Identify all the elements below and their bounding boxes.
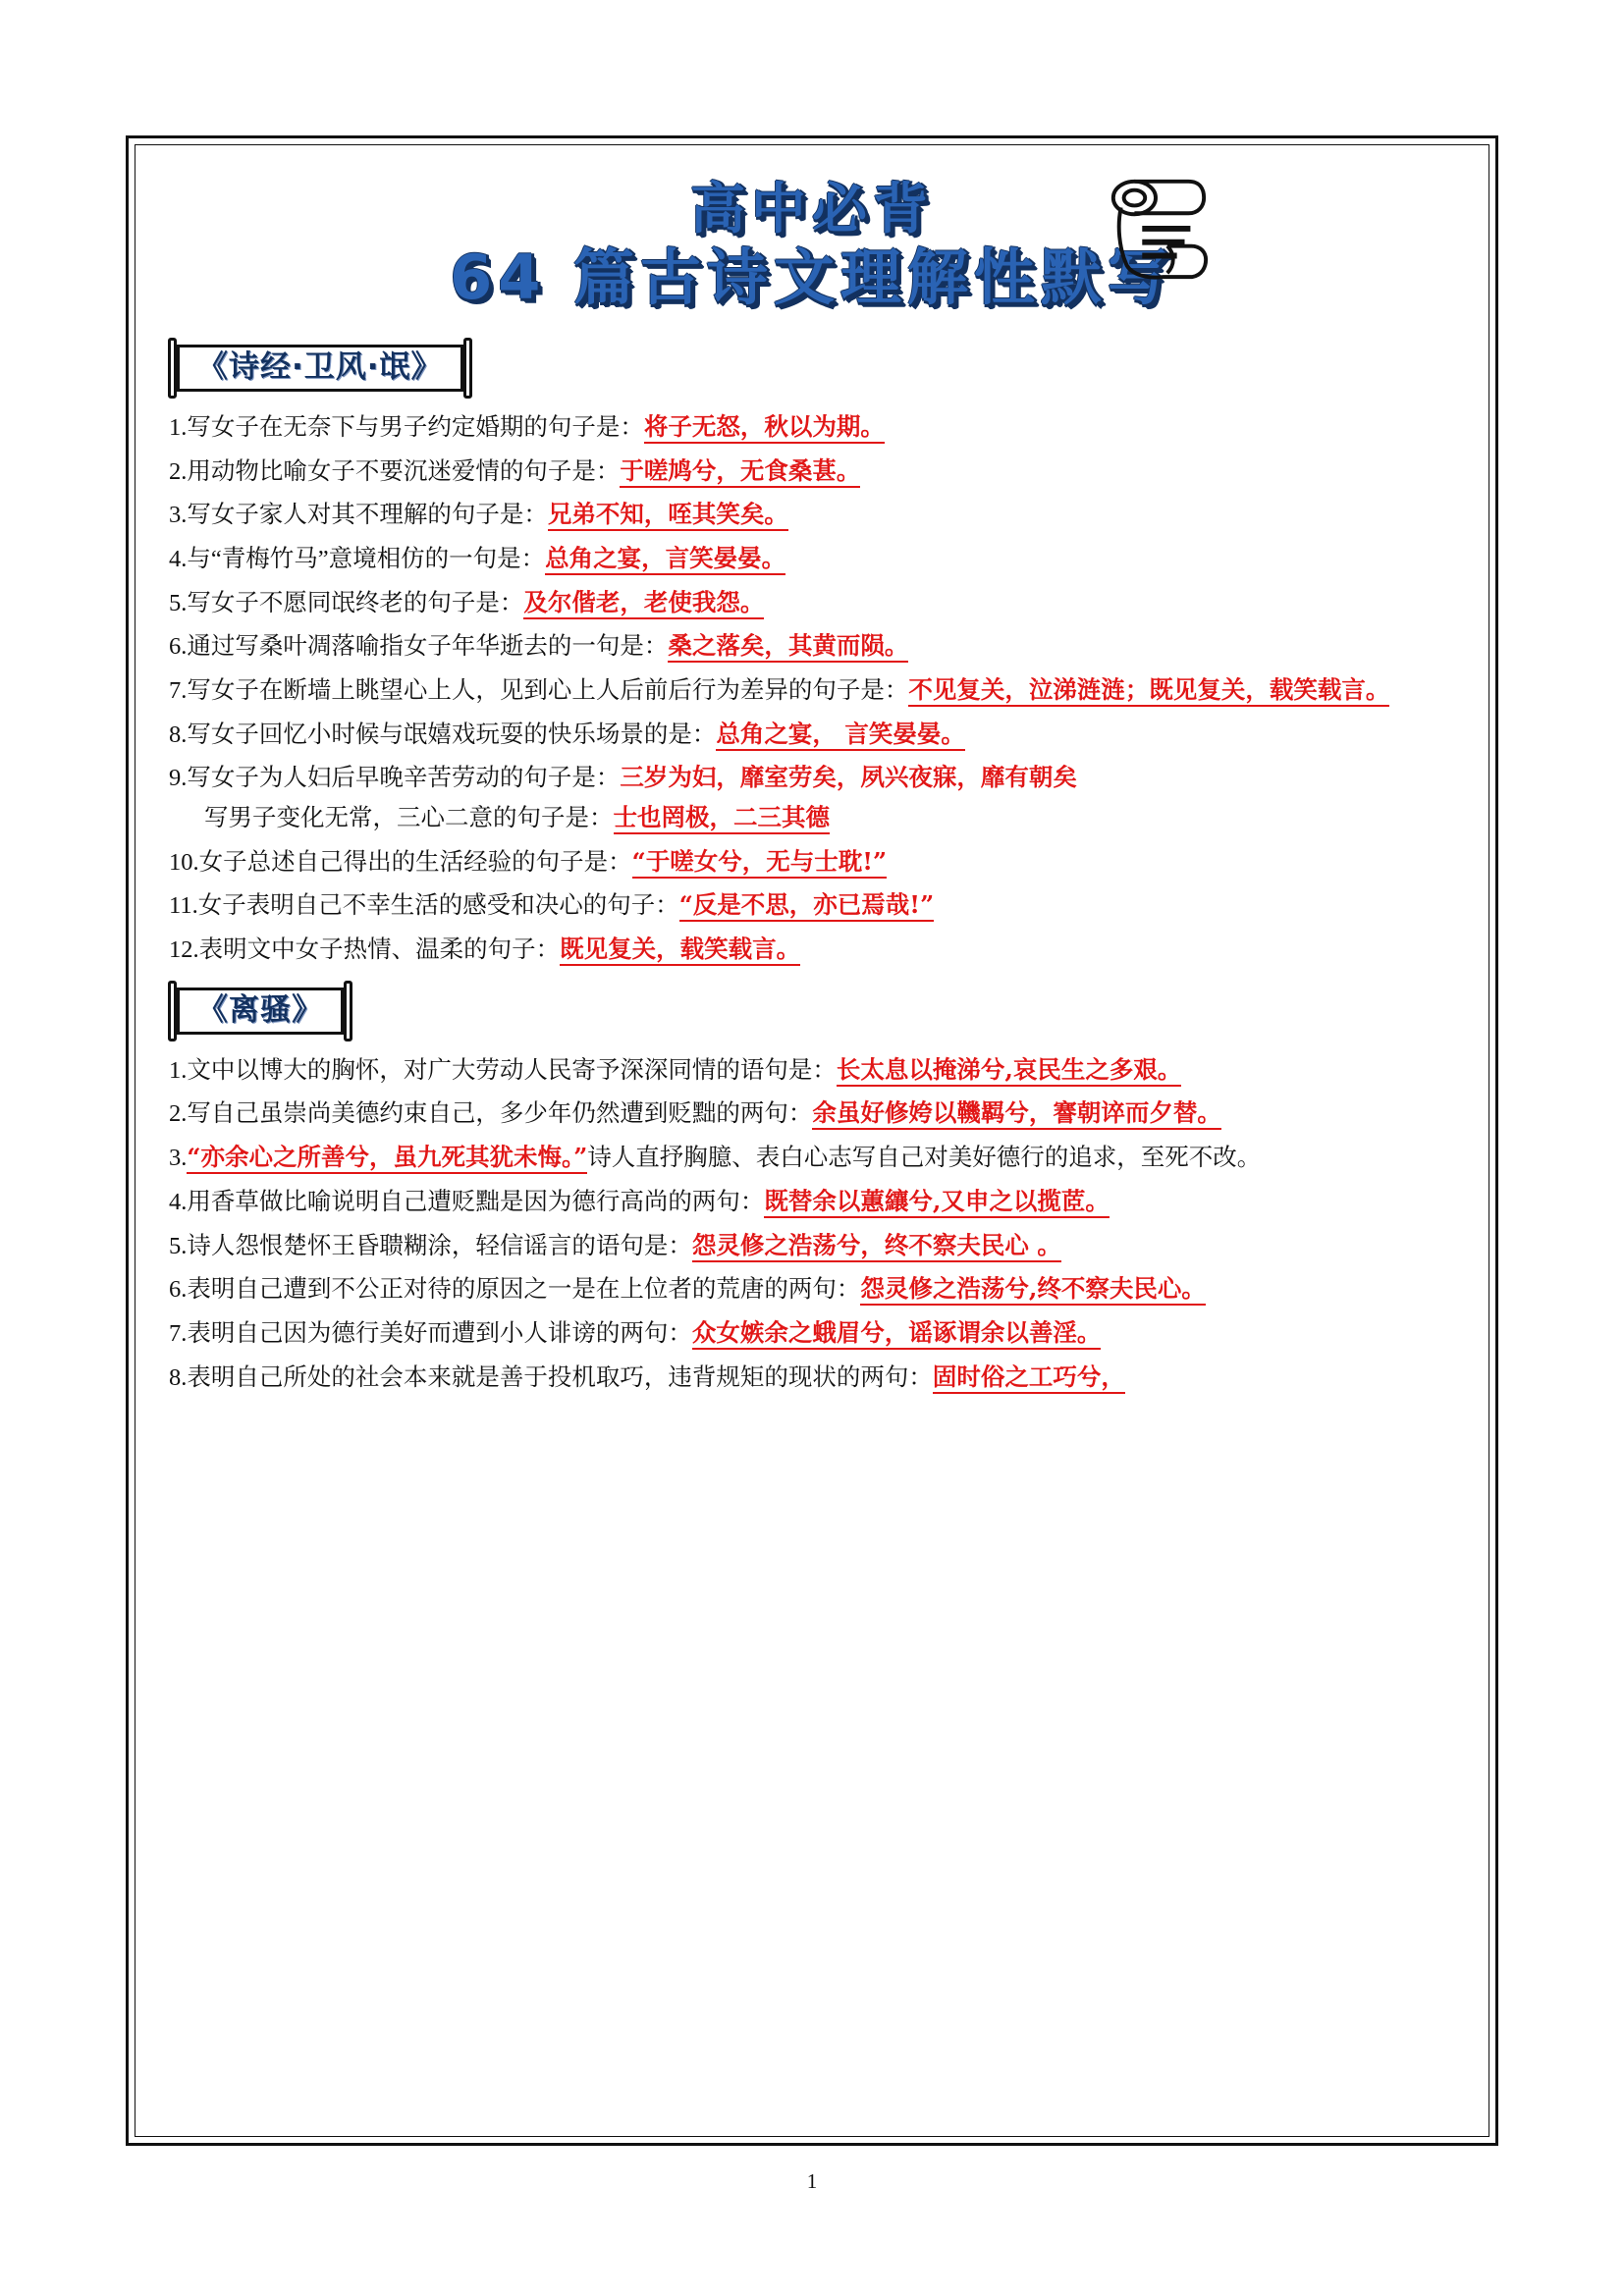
scroll-icon bbox=[1100, 173, 1216, 283]
item-answer: 怨灵修之浩荡兮，终不察夫民心 。 bbox=[692, 1231, 1061, 1262]
item-sub-prompt: 写男子变化无常，三心二意的句子是： bbox=[204, 805, 614, 832]
item-answer: 桑之落矣，其黄而陨。 bbox=[668, 631, 908, 663]
item-answer: 三岁为妇，靡室劳矣，夙兴夜寐，靡有朝矣 bbox=[620, 763, 1077, 792]
list-item bbox=[169, 885, 1455, 926]
list-item bbox=[169, 495, 1455, 535]
item-answer: “于嗟女兮，无与士耽!” bbox=[632, 847, 887, 879]
list-item bbox=[169, 1050, 1455, 1091]
item-answer: 总角之宴， 言笑晏晏。 bbox=[716, 720, 965, 751]
item-prompt: 通过写桑叶凋落喻指女子年华逝去的一句是： bbox=[187, 633, 669, 661]
item-prompt: 文中以博大的胸怀，对广大劳动人民寄予深深同情的语句是： bbox=[187, 1056, 837, 1084]
item-prompt: 女子表明自己不幸生活的感受和决心的句子： bbox=[197, 892, 679, 920]
item-number: 9. bbox=[169, 765, 188, 792]
item-number: 1. bbox=[169, 1056, 188, 1084]
item-answer: 于嗟鸠兮，无食桑葚。 bbox=[620, 456, 860, 488]
item-prompt: 表明文中女子热情、温柔的句子： bbox=[198, 936, 561, 964]
item-prompt: 写女子在无奈下与男子约定婚期的句子是： bbox=[187, 413, 644, 441]
item-answer: 众女嫉余之蛾眉兮，谣诼谓余以善淫。 bbox=[692, 1318, 1102, 1350]
section-1-heading-wrap bbox=[169, 331, 1455, 401]
section-1-items bbox=[169, 407, 1455, 970]
item-prompt: 写自己虽崇尚美德约束自己，多少年仍然遭到贬黜的两句： bbox=[187, 1100, 813, 1128]
page-number: 1 bbox=[806, 2169, 818, 2193]
item-answer: 总角之宴，言笑晏晏。 bbox=[545, 544, 785, 575]
list-item bbox=[169, 626, 1455, 667]
item-number: 3. bbox=[169, 1145, 188, 1172]
item-number: 11. bbox=[169, 892, 198, 920]
item-number: 2. bbox=[169, 457, 188, 485]
page-content bbox=[135, 145, 1489, 2136]
item-sub-answer: 士也罔极，二三其德 bbox=[614, 803, 831, 834]
item-number: 12. bbox=[169, 936, 199, 964]
item-answer: 既替余以蕙纕兮,又申之以揽茝。 bbox=[764, 1187, 1110, 1218]
list-item bbox=[169, 539, 1455, 579]
item-number: 4. bbox=[169, 545, 188, 572]
item-number: 5. bbox=[169, 589, 188, 616]
list-item bbox=[169, 930, 1455, 970]
list-item bbox=[169, 583, 1455, 623]
page-title bbox=[169, 179, 1455, 313]
list-item bbox=[169, 1269, 1455, 1309]
section-2-items bbox=[169, 1050, 1455, 1398]
list-item bbox=[169, 1226, 1455, 1266]
item-number: 7. bbox=[169, 676, 188, 704]
item-answer: “反是不思，亦已焉哉!” bbox=[679, 890, 934, 922]
list-item bbox=[169, 1138, 1455, 1178]
item-prompt: 女子总述自己得出的生活经验的句子是： bbox=[198, 848, 632, 876]
item-prompt: 表明自己因为德行美好而遭到小人诽谤的两句： bbox=[187, 1319, 692, 1347]
item-prompt: 诗人怨恨楚怀王昏聩糊涂，轻信谣言的语句是： bbox=[187, 1232, 692, 1259]
item-prompt: 写女子为人妇后早晚辛苦劳动的句子是： bbox=[187, 765, 621, 792]
item-number: 3. bbox=[169, 502, 188, 529]
section-heading: 《诗经·卫风·氓》 bbox=[177, 345, 463, 392]
item-number: 7. bbox=[169, 1319, 188, 1347]
list-item bbox=[169, 1313, 1455, 1354]
item-number: 10. bbox=[169, 848, 199, 876]
item-answer: 兄弟不知，咥其笑矣。 bbox=[548, 500, 788, 531]
item-answer: 不见复关，泣涕涟涟；既见复关，载笑载言。 bbox=[908, 675, 1389, 707]
list-item bbox=[169, 758, 1455, 837]
list-item bbox=[169, 842, 1455, 882]
list-item bbox=[169, 1094, 1455, 1134]
section-2-heading-wrap bbox=[169, 974, 1455, 1044]
item-answer: “亦余心之所善兮，虽九死其犹未悔。” bbox=[187, 1143, 587, 1174]
list-item bbox=[169, 1358, 1455, 1398]
item-number: 8. bbox=[169, 1363, 188, 1391]
page-frame bbox=[126, 135, 1498, 2146]
item-prompt: 用动物比喻女子不要沉迷爱情的句子是： bbox=[187, 457, 621, 485]
item-prompt: 写女子家人对其不理解的句子是： bbox=[187, 502, 548, 529]
list-item bbox=[169, 407, 1455, 448]
item-number: 8. bbox=[169, 721, 188, 748]
list-item bbox=[169, 670, 1455, 711]
item-number: 5. bbox=[169, 1232, 188, 1259]
item-prompt: 写女子不愿同氓终老的句子是： bbox=[187, 589, 524, 616]
list-item bbox=[169, 452, 1455, 492]
item-sub-line bbox=[204, 798, 1455, 838]
item-answer: 余虽好修姱以鞿羁兮，謇朝谇而夕替。 bbox=[812, 1098, 1221, 1130]
item-prompt: 用香草做比喻说明自己遭贬黜是因为德行高尚的两句： bbox=[187, 1188, 765, 1215]
item-answer: 及尔偕老，老使我怨。 bbox=[523, 588, 764, 619]
item-number: 6. bbox=[169, 1276, 188, 1304]
item-prompt: 写女子回忆小时候与氓嬉戏玩耍的快乐场景的是： bbox=[187, 721, 717, 748]
item-number: 2. bbox=[169, 1100, 188, 1128]
title-line-1: 高中必背 bbox=[690, 178, 934, 241]
section-heading: 《离骚》 bbox=[177, 988, 344, 1035]
item-prompt: 表明自己所处的社会本来就是善于投机取巧，违背规矩的现状的两句： bbox=[187, 1363, 933, 1391]
item-answer: 固时俗之工巧兮， bbox=[933, 1362, 1125, 1394]
item-prompt: 与“青梅竹马”意境相仿的一句是： bbox=[187, 545, 546, 572]
list-item bbox=[169, 715, 1455, 755]
item-prompt: 表明自己遭到不公正对待的原因之一是在上位者的荒唐的两句： bbox=[187, 1276, 861, 1304]
item-answer: 长太息以掩涕兮,哀民生之多艰。 bbox=[837, 1055, 1182, 1087]
title-line-2: 64 篇古诗文理解性默写 bbox=[450, 240, 1174, 313]
item-answer: 既见复关，载笑载言。 bbox=[560, 934, 800, 966]
item-prompt: 写女子在断墙上眺望心上人，见到心上人后前后行为差异的句子是： bbox=[187, 676, 909, 704]
item-answer: 将子无怒，秋以为期。 bbox=[644, 412, 885, 444]
page-frame-inner bbox=[135, 144, 1489, 2137]
item-number: 6. bbox=[169, 633, 188, 661]
list-item bbox=[169, 1182, 1455, 1222]
item-answer: 怨灵修之浩荡兮,终不察夫民心。 bbox=[860, 1274, 1206, 1306]
item-after-text: 诗人直抒胸臆、表白心志写自己对美好德行的追求，至死不改。 bbox=[587, 1145, 1262, 1172]
item-number: 1. bbox=[169, 413, 188, 441]
item-number: 4. bbox=[169, 1188, 188, 1215]
